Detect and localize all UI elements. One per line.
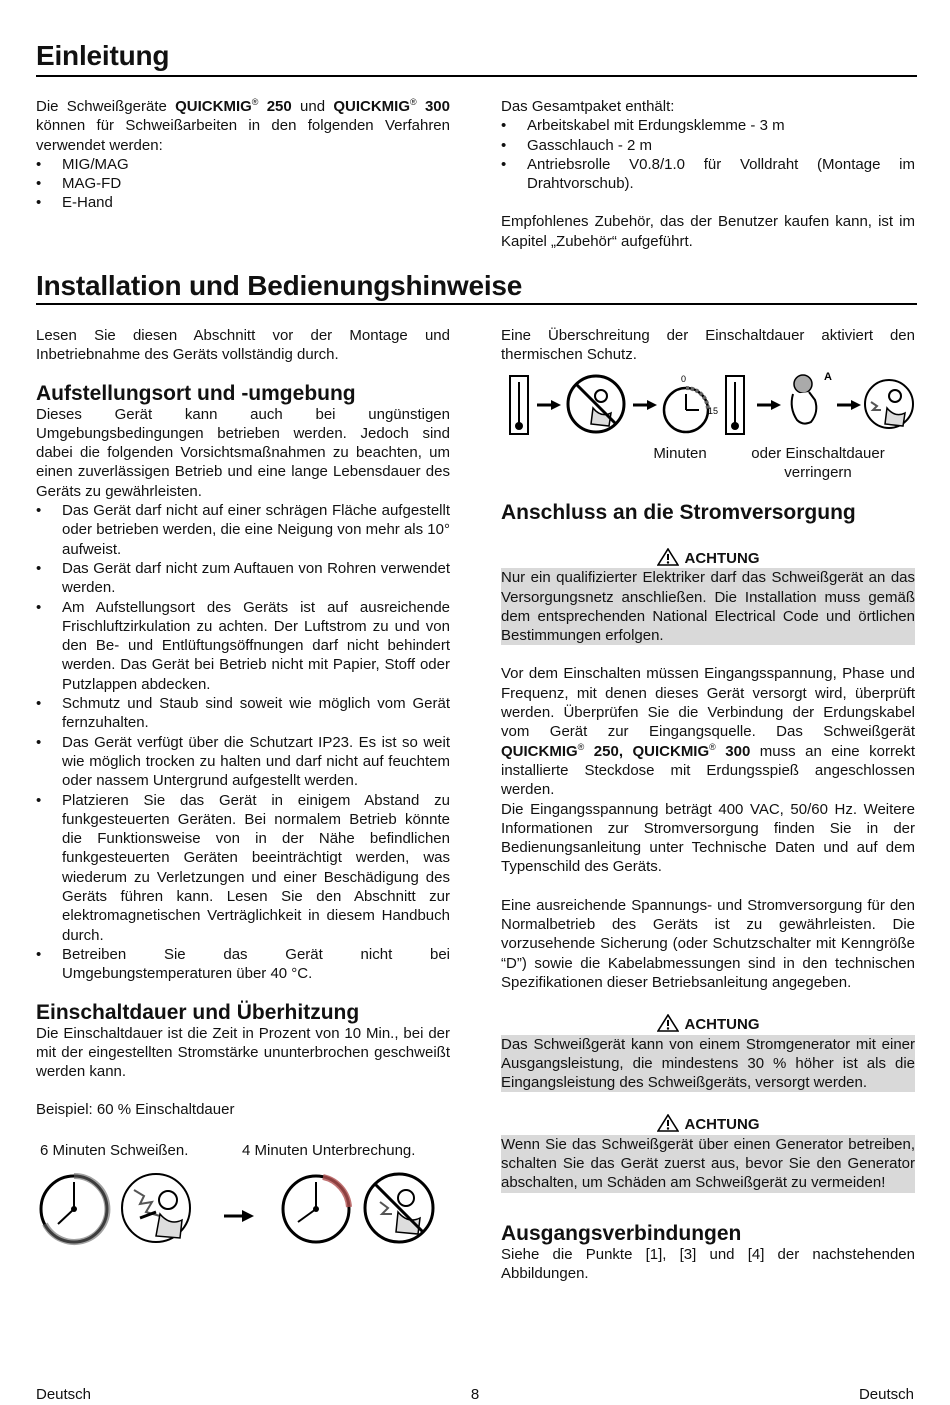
reset-label: A [824,372,832,383]
fig-caption-minutes: Minuten [653,445,707,462]
title-rule [36,75,917,77]
site-title: Aufstellungsort und -umgebung [36,381,356,405]
duty-text: Die Einschaltdauer ist die Zeit in Prozent von 10 Min., bei der mit der eingestellten Stromstärke ununterbrochen geschweißt werden kann. [36,1024,450,1081]
warning-header: ACHTUNG [501,1114,915,1134]
site-text: Dieses Gerät kann auch bei ungünstigen Umgebungsbedingungen betrieben werden. Jedoch sind dabei die folgenden Vorsichtsmaßnahmen zu beachten, um einen zuverlässigen Betrieb und eine lange Lebensdauer des Geräts zu gewährleisten. [36,405,450,500]
list-item: • E-Hand [36,193,450,212]
exceed-text: Eine Überschreitung der Einschaltdauer aktiviert den thermischen Schutz. [501,327,915,364]
arrow-right-icon [633,400,657,410]
process-list [36,155,450,213]
caption-weld: 6 Minuten Schweißen. [40,1142,189,1159]
warning-icon [657,1114,679,1132]
warning-box: Das Schweißgerät kann von einem Stromgenerator mit einer Ausgangsleistung, die mindestens 30 % höher ist als die Eingangsleistung des Schweißgeräts, versorgt werden. [501,1035,915,1092]
footer-language-left: Deutsch [36,1386,92,1403]
list-item: • Gasschlauch - 2 m [501,136,915,155]
package-lead: Das Gesamtpaket enthält: [501,98,675,115]
intro-paragraph: Die Schweißgeräte QUICKMIG® 250 und QUICKMIG® 300 können für Schweißarbeiten in den folgenden Verfahren verwendet werden: [36,97,450,154]
site-list [36,501,450,983]
list-item: • MAG-FD [36,174,450,193]
clock-icon [664,374,718,432]
clock-icon [41,1176,107,1242]
warning-box: Nur ein qualifizierter Elektriker darf das Schweißgerät an das Versorgungsnetz anschließen. Die Installation muss gemäß dem entsprechenden National Electrical Code und örtlichen Bestimmungen erfolgen. [501,569,915,645]
install-left [36,326,450,1120]
list-item: • Das Gerät darf nicht zum Auftauen von Rohren verwendet werden. [36,559,450,598]
clock-icon [283,1176,349,1242]
install-intro: Lesen Sie diesen Abschnitt vor der Montage und Inbetriebnahme des Geräts vollständig durch. [36,327,450,364]
fig-caption-reduce: oder Einschaltdauer verringern [751,445,885,481]
warning-header: ACHTUNG [501,1014,915,1034]
no-welding-icon [568,376,624,432]
intro-left [36,97,450,213]
footer-language-right: Deutsch [858,1386,914,1403]
list-item: • Betreiben Sie das Gerät nicht bei Umgebungstemperaturen über 40 °C. [36,945,450,984]
list-item: • Am Aufstellungsort des Geräts ist auf ausreichende Frischluftzirkulation zu achten. Der Luftstrom zu und von den Be- und Entlüftungsöffnungen darf nicht behindert werden. Das Gerät bei Betrieb nicht mit Papier, Stoff oder Putzlappen abdecken. [36,598,450,694]
supply-title: Anschluss an die Stromversorgung [501,501,856,524]
duty-cycle-illustration [36,1162,436,1262]
section-title-installation: Installation und Bedienungshinweise [36,270,523,301]
thermometer-icon [726,376,744,434]
arrow-right-icon [224,1210,254,1222]
package-list [501,116,915,193]
duty-example: Beispiel: 60 % Einschaltdauer [36,1101,235,1119]
welder-icon [122,1174,190,1242]
caption-pause: 4 Minuten Unterbrechung. [242,1142,416,1159]
warning-icon [657,548,679,566]
list-item: • Schmutz und Staub sind soweit wie möglich vom Gerät fernzuhalten. [36,694,450,733]
warning-box: Wenn Sie das Schweißgerät über einen Generator betreiben, schalten Sie das Gerät zuerst aus, bevor Sie den Generator abschalten, um Schäden am Schweißgerät zu vermeiden! [501,1135,915,1192]
install-right [501,500,915,1283]
list-item: • Arbeitskabel mit Erdungsklemme - 3 m [501,116,915,135]
list-item: • MIG/MAG [36,155,450,174]
exceed-paragraph [501,326,915,365]
arrow-right-icon [837,400,861,410]
reset-button-hand-icon [792,372,832,424]
thermal-protection-illustration [501,372,915,440]
page-number: 8 [470,1386,480,1403]
welder-icon [865,380,913,428]
no-welding-icon [365,1174,433,1242]
clock-fifteen-label: 15 [708,406,719,416]
check-paragraph: Vor dem Einschalten müssen Eingangsspannung, Phase und Frequenz, mit denen dieses Gerät versorgt wird, überprüft werden. Überprüfen Sie die Verbindung der Erdungskabel vom Gerät zur Eingangsquelle. Das Schweißgerät QUICKMIG® 250, QUICKMIG® 300 muss an eine korrekt installierte Steckdose mit Erdungsspieß angeschlossen werden. [501,665,915,799]
clock-zero-label: 0 [681,374,687,384]
thermometer-icon [510,376,528,434]
list-item: • Das Gerät darf nicht auf einer schrägen Fläche aufgestellt oder betrieben werden, die eine Neigung von mehr als 10° aufweist. [36,501,450,559]
voltage-paragraph: Die Eingangsspannung beträgt 400 VAC, 50/60 Hz. Weitere Informationen zur Stromversorgung finden Sie in der Bedienungsanleitung unter Technische Daten und auf dem Typenschild des Geräts. [501,800,915,876]
list-item: • Das Gerät verfügt über die Schutzart IP23. Es ist so weit wie möglich trocken zu halten und darf nicht auf feuchtem oder nassem Untergrund aufgestellt werden. [36,733,450,791]
intro-right [501,97,915,251]
arrow-right-icon [537,400,561,410]
accessory-note: Empfohlenes Zubehör, das der Benutzer kaufen kann, ist im Kapitel „Zubehör“ aufgeführt. [501,213,915,250]
arrow-right-icon [757,400,781,410]
warning-icon [657,1014,679,1032]
list-item: • Antriebsrolle V0.8/1.0 für Volldraht (Montage im Drahtvorschub). [501,155,915,194]
list-item: • Platzieren Sie das Gerät in einigem Abstand zu funkgesteuerten Geräten. Bei normalem Betrieb könnte die Funktionsweise von in der Nähe befindlichen funkgesteuerten Geräten beeinträchtigt werden, was wiederum zu Verletzungen und einer Beschädigung des Geräts führen kann. Lesen Sie den Abschnitt zur elektromagnetischen Verträglichkeit in diesem Handbuch durch. [36,791,450,945]
warning-header: ACHTUNG [501,548,915,568]
section-title-einleitung: Einleitung [36,40,170,71]
title-rule [36,303,917,305]
fuse-paragraph: Eine ausreichende Spannungs- und Stromversorgung für den Normalbetrieb des Geräts ist zu gewährleisten. Die vorzusehende Sicherung (oder Schutzschalter mit Kenngröße “D”) sowie die Kabelabmessungen sind in den technischen Spezifikationen dieser Betriebsanleitung angegeben. [501,896,915,991]
duty-title: Einschaltdauer und Überhitzung [36,1000,360,1024]
output-text: Siehe die Punkte [1], [3] und [4] der nachstehenden Abbildungen. [501,1245,915,1282]
output-title: Ausgangsverbindungen [501,1221,742,1245]
